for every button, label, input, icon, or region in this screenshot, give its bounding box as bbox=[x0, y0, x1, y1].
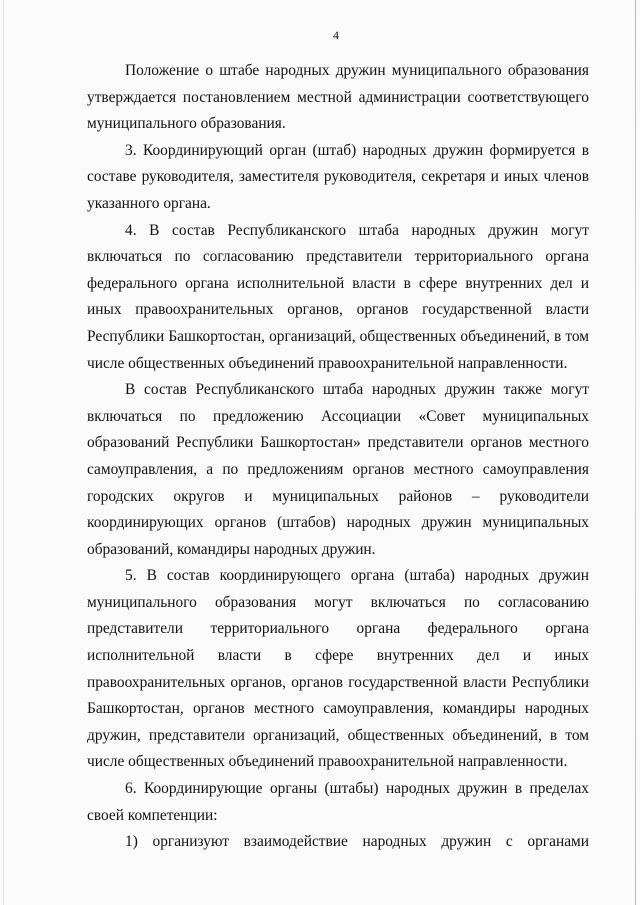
scan-edge-right bbox=[635, 0, 636, 905]
page-number: 4 bbox=[333, 28, 339, 42]
paragraph-5: 5. В состав координирующего органа (штаба) народных дружин муниципального образования могут включаться по согласованию представители территориального органа федерального органа исполнительной власти в сфере внутренних дел и иных правоохранительных органов, органов государственной власти Республики Башкортостан, органов местного самоуправления, командиры народных дружин, представители организаций, общественных объединений, в том числе общественных объединений правоохранительной направленности. bbox=[87, 567, 589, 771]
document-body bbox=[87, 58, 589, 856]
paragraph-6: 6. Координирующие органы (штабы) народных дружин в пределах своей компетенции: bbox=[87, 780, 589, 824]
scan-edge-left bbox=[3, 0, 4, 905]
paragraph-4-continued: В состав Республиканского штаба народных дружин также могут включаться по предложению Ассоциации «Совет муниципальных образований Республики Башкортостан» представители органов местного самоуправления, а по предложениям органов местного самоуправления городских округов и муниципальных районов – руководители координирующих органов (штабов) народных дружин муниципальных образований, командиры народных дружин. bbox=[87, 381, 589, 558]
paragraph-3: 3. Координирующий орган (штаб) народных дружин формируется в составе руководителя, заместителя руководителя, секретаря и иных членов указанного органа. bbox=[87, 141, 589, 212]
paragraph-6-item-1: 1) организуют взаимодействие народных дружин с органами bbox=[125, 833, 589, 851]
paragraph-4: 4. В состав Республиканского штаба народных дружин могут включаться по согласованию представители территориального органа федерального органа исполнительной власти в сфере внутренних дел и иных правоохранительных органов, органов государственной власти Республики Башкортостан, организаций, общественных объединений, в том числе общественных объединений правоохранительной направленности. bbox=[87, 221, 589, 372]
paragraph-regulation: Положение о штабе народных дружин муниципального образования утверждается постановлением местной администрации соответствующего муниципального образования. bbox=[87, 62, 589, 133]
